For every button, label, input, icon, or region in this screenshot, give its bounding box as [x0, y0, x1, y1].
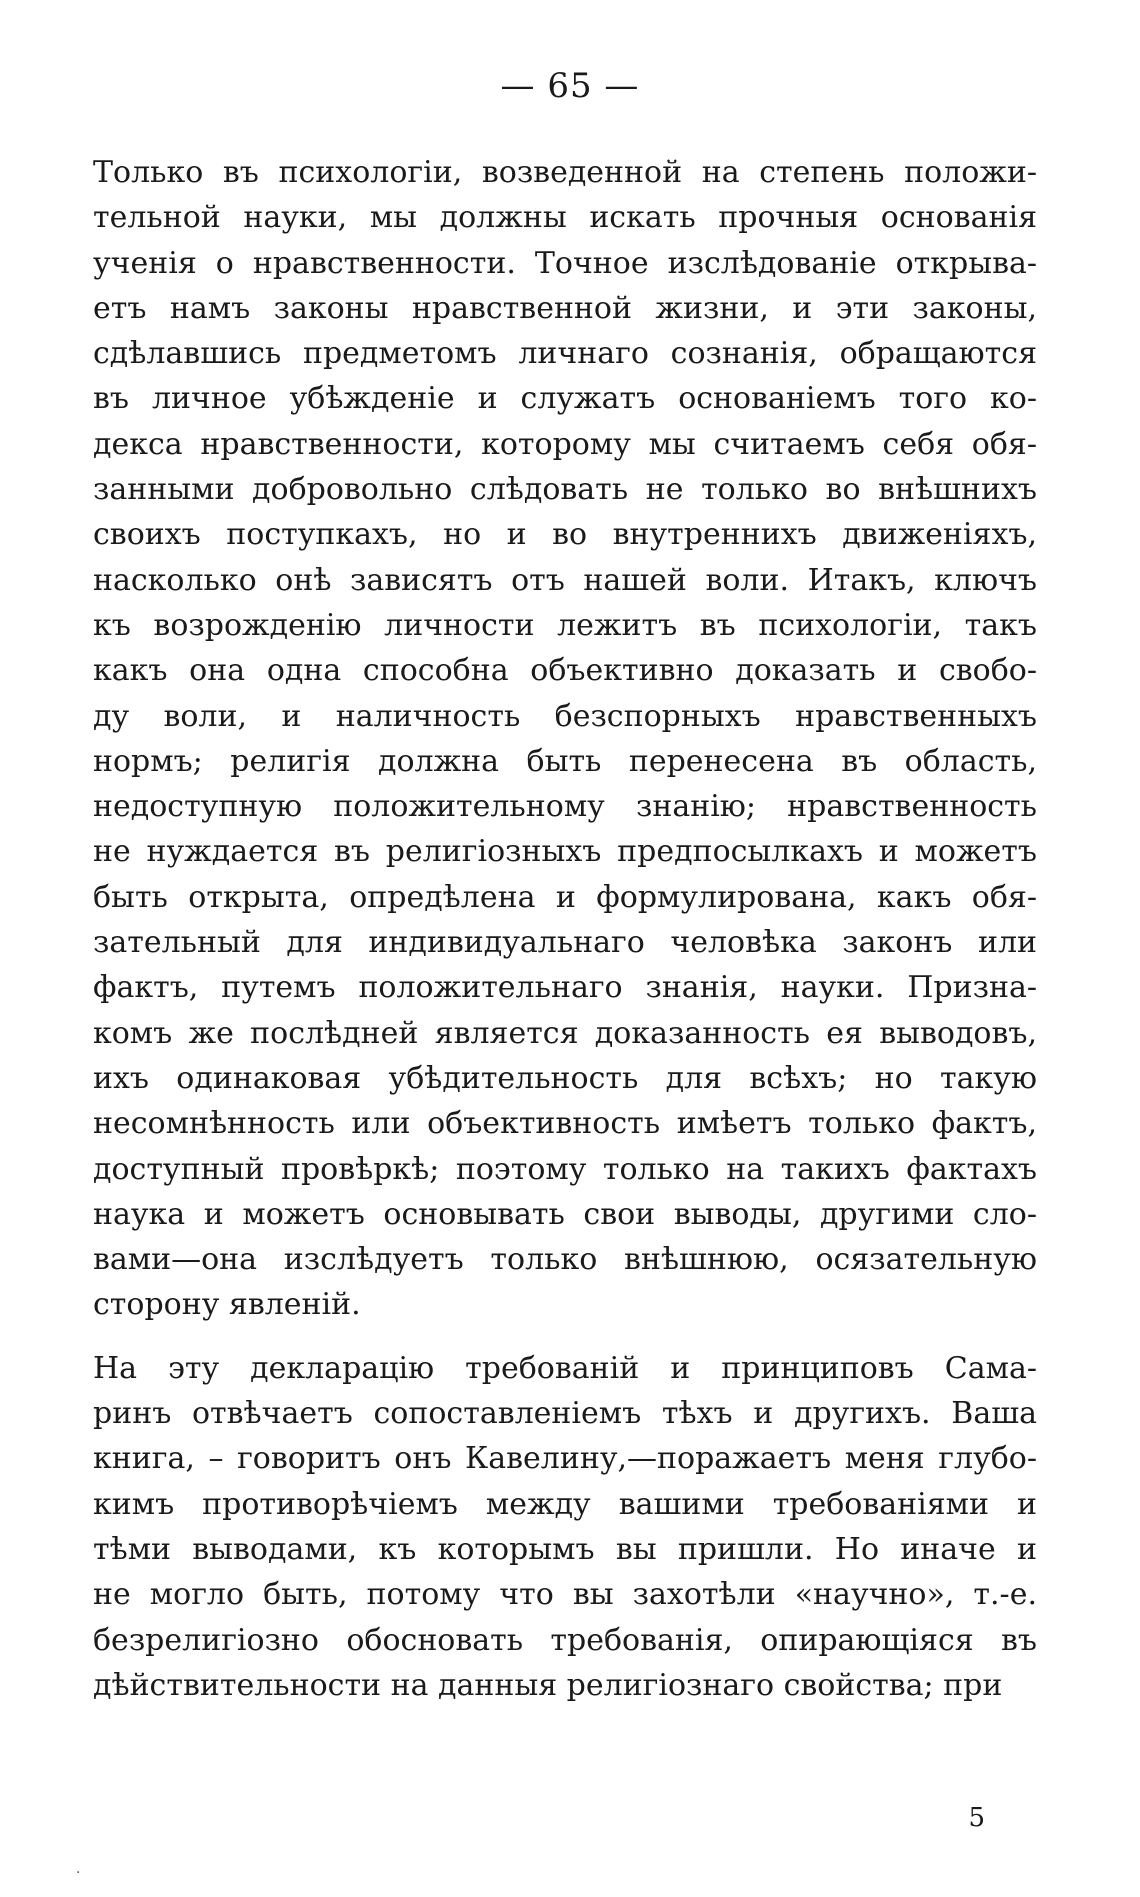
text-line: къ возрожденію личности лежитъ въ психологіи, такъ	[93, 607, 1037, 643]
paragraph-gap	[93, 1328, 1037, 1346]
paper-speck: ·	[76, 1865, 81, 1881]
text-line: ученія о нравственности. Точное изслѣдованіе открыва-	[93, 245, 1037, 281]
text-line: сдѣлавшись предметомъ личнаго сознанія, обращаются	[93, 336, 1037, 372]
text-line: своихъ поступкахъ, но и во внутреннихъ движеніяхъ,	[93, 517, 1037, 553]
text-line: занными добровольно слѣдовать не только во внѣшнихъ	[93, 472, 1037, 508]
text-line: вами—она изслѣдуетъ только внѣшнюю, осязательную	[93, 1242, 1037, 1278]
paragraph-1	[93, 150, 1037, 1328]
text-line: наука и можетъ основывать свои выводы, другими сло-	[93, 1196, 1037, 1232]
text-line: быть открыта, опредѣлена и формулирована, какъ обя-	[93, 879, 1037, 915]
text-line: безрелигіозно обосновать требованія, опирающіяся въ	[93, 1622, 1037, 1658]
text-line: не могло быть, потому что вы захотѣли «научно», т.-е.	[93, 1577, 1037, 1613]
text-line: не нуждается въ религіозныхъ предпосылкахъ и можетъ	[93, 834, 1037, 870]
text-line: ду воли, и наличность безспорныхъ нравственныхъ	[93, 698, 1037, 734]
text-line: доступный провѣркѣ; поэтому только на такихъ фактахъ	[93, 1151, 1037, 1187]
text-line: етъ намъ законы нравственной жизни, и эти законы,	[93, 290, 1037, 326]
body-text	[93, 150, 1037, 1708]
paragraph-2	[93, 1346, 1037, 1708]
text-line: какъ она одна способна объективно доказать и свобо-	[93, 653, 1037, 689]
page-number: — 65 —	[500, 66, 640, 106]
text-line: насколько онѣ зависятъ отъ нашей воли. Итакъ, ключъ	[93, 562, 1037, 598]
text-line: ринъ отвѣчаетъ сопоставленіемъ тѣхъ и другихъ. Ваша	[93, 1396, 1037, 1432]
text-line: зательный для индивидуальнаго человѣка законъ или	[93, 925, 1037, 961]
text-line: Только въ психологіи, возведенной на степень положи-	[93, 155, 1037, 190]
text-line: фактъ, путемъ положительнаго знанія, науки. Призна-	[93, 970, 1037, 1006]
text-line: тельной науки, мы должны искать прочныя основанія	[93, 200, 1037, 236]
text-line: комъ же послѣдней является доказанность ея выводовъ,	[93, 1015, 1037, 1051]
text-line: недоступную положительному знанію; нравственность	[93, 789, 1037, 825]
text-line: несомнѣнность или объективность имѣетъ только фактъ,	[93, 1106, 1037, 1142]
text-line: тѣми выводами, къ которымъ вы пришли. Но иначе и	[93, 1531, 1037, 1567]
text-line: книга, – говоритъ онъ Кавелину,—поражаетъ меня глубо-	[93, 1441, 1037, 1477]
text-line: нормъ; религія должна быть перенесена въ область,	[93, 743, 1037, 779]
signature-mark: 5	[968, 1803, 985, 1833]
text-line: кимъ противорѣчіемъ между вашими требованіями и	[93, 1486, 1037, 1522]
text-line: декса нравственности, которому мы считаемъ себя обя-	[93, 426, 1037, 462]
text-line: ихъ одинаковая убѣдительность для всѣхъ; но такую	[93, 1060, 1037, 1096]
text-line: сторону явленій.	[93, 1287, 361, 1323]
text-line: въ личное убѣжденіе и служатъ основаніемъ того ко-	[93, 381, 1037, 417]
text-line: На эту декларацію требованій и принциповъ Сама-	[93, 1350, 1037, 1386]
text-line: дѣйствительности на данныя религіознаго свойства; при	[93, 1667, 1003, 1703]
